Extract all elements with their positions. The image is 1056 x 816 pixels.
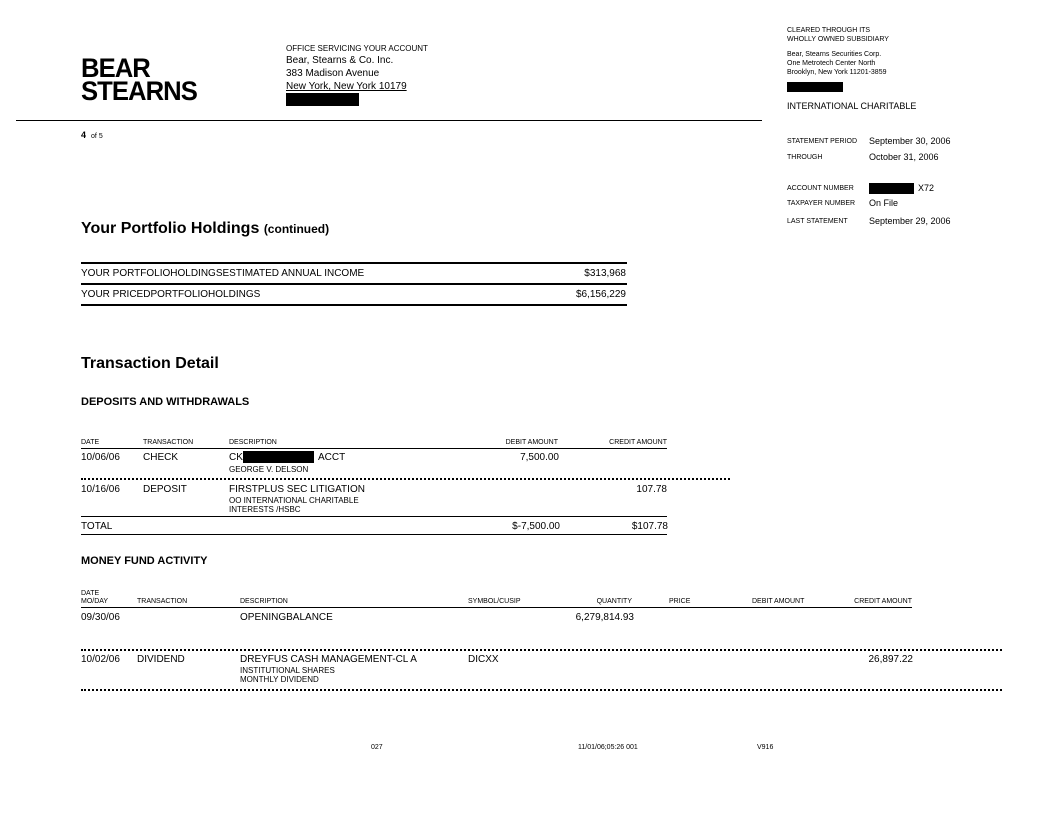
deposit-debit: 7,500.00 xyxy=(520,452,559,463)
mf-description: DREYFUS CASH MANAGEMENT-CL A xyxy=(240,654,417,665)
col-price: PRICE xyxy=(669,598,691,605)
total-rule-bottom xyxy=(81,534,667,535)
col-date: DATE xyxy=(81,439,100,446)
deposit-desc-line1: FIRSTPLUS SEC LITIGATION xyxy=(229,484,365,495)
mf-symbol: DICXX xyxy=(468,654,499,665)
bear-stearns-logo: BEAR STEARNS xyxy=(81,53,197,106)
last-statement-value: September 29, 2006 xyxy=(869,216,951,226)
footer-version: V916 xyxy=(757,744,774,751)
mf-quantity: 6,279,814.93 xyxy=(575,612,634,623)
col-credit: CREDIT AMOUNT xyxy=(854,598,912,605)
deposit-date: 10/06/06 xyxy=(81,452,120,463)
total-label: TOTAL xyxy=(81,521,113,532)
taxpayer-number-label: TAXPAYER NUMBER xyxy=(787,200,856,207)
row-divider xyxy=(81,649,1002,651)
transaction-detail-title: Transaction Detail xyxy=(81,355,219,372)
row-divider xyxy=(81,478,730,480)
col-quantity: QUANTITY xyxy=(596,598,632,605)
taxpayer-number-value: On File xyxy=(869,198,899,208)
mf-desc-line2: INSTITUTIONAL SHARES xyxy=(240,666,335,675)
total-credit: $107.78 xyxy=(631,521,668,532)
col-description: DESCRIPTION xyxy=(240,598,288,605)
col-date-top: DATE xyxy=(81,590,100,597)
mf-desc-line3: MONTHLY DIVIDEND xyxy=(240,675,319,684)
clearing-firm-info: CLEARED THROUGH ITS WHOLLY OWNED SUBSIDIARY Bear, Stearns Securities Corp. One Metrotech Center North Brooklyn, New York 11201-3859 xyxy=(787,27,889,76)
office-city: New York, New York 10179 xyxy=(286,81,407,92)
deposit-desc-prefix: CK xyxy=(229,452,243,463)
table-row: YOUR PRICEDPORTFOLIOHOLDINGS $6,156,229 xyxy=(81,285,627,306)
mf-description: OPENINGBALANCE xyxy=(240,612,333,623)
redaction-block xyxy=(243,451,314,463)
through-label: THROUGH xyxy=(787,154,823,161)
footer-code: 027 xyxy=(371,744,383,751)
deposit-desc-suffix: ACCT xyxy=(318,452,346,463)
deposit-transaction: DEPOSIT xyxy=(143,484,187,495)
col-transaction: TRANSACTION xyxy=(143,439,194,446)
office-heading: OFFICE SERVICING YOUR ACCOUNT xyxy=(286,44,428,53)
footer-timestamp: 11/01/06;05:26 001 xyxy=(578,744,638,751)
money-fund-heading: MONEY FUND ACTIVITY xyxy=(81,555,208,567)
statement-period-label: STATEMENT PERIOD xyxy=(787,138,858,145)
total-rule-top xyxy=(81,516,667,517)
row-divider xyxy=(81,689,1002,691)
col-date: MO/DAY xyxy=(81,598,109,605)
deposit-desc-line3: INTERESTS /HSBC xyxy=(229,505,301,514)
statement-period-value: September 30, 2006 xyxy=(869,136,951,146)
deposits-heading: DEPOSITS AND WITHDRAWALS xyxy=(81,396,250,408)
redaction-block xyxy=(869,183,914,194)
redaction-block xyxy=(286,93,359,106)
deposit-date: 10/16/06 xyxy=(81,484,120,495)
mf-transaction: DIVIDEND xyxy=(137,654,185,665)
col-debit: DEBIT AMOUNT xyxy=(505,439,558,446)
deposit-desc-line2: OO INTERNATIONAL CHARITABLE xyxy=(229,496,359,505)
total-debit: $-7,500.00 xyxy=(512,521,560,532)
header-divider xyxy=(16,120,762,121)
col-debit: DEBIT AMOUNT xyxy=(752,598,805,605)
page-number: 4 of 5 xyxy=(81,130,103,140)
header-rule xyxy=(81,448,667,449)
deposit-credit: 107.78 xyxy=(636,484,667,495)
mf-credit: 26,897.22 xyxy=(868,654,913,665)
deposit-desc-line2: GEORGE V. DELSON xyxy=(229,465,309,474)
col-credit: CREDIT AMOUNT xyxy=(609,439,667,446)
account-name: INTERNATIONAL CHARITABLE xyxy=(787,101,917,111)
office-name: Bear, Stearns & Co. Inc. xyxy=(286,55,394,66)
last-statement-label: LAST STATEMENT xyxy=(787,218,848,225)
office-street: 383 Madison Avenue xyxy=(286,68,380,79)
mf-date: 10/02/06 xyxy=(81,654,120,665)
holdings-summary-table xyxy=(81,262,627,306)
redaction-block xyxy=(787,82,843,92)
account-number-label: ACCOUNT NUMBER xyxy=(787,185,854,192)
holdings-title: Your Portfolio Holdings (continued) xyxy=(81,220,330,237)
col-description: DESCRIPTION xyxy=(229,439,277,446)
account-number-suffix: X72 xyxy=(918,183,935,193)
table-row: YOUR PORTFOLIOHOLDINGSESTIMATED ANNUAL INCOME $313,968 xyxy=(81,264,627,285)
deposit-transaction: CHECK xyxy=(143,452,179,463)
col-transaction: TRANSACTION xyxy=(137,598,188,605)
col-symbol: SYMBOL/CUSIP xyxy=(468,598,521,605)
header-rule xyxy=(81,607,912,608)
through-value: October 31, 2006 xyxy=(869,152,939,162)
office-address xyxy=(286,44,428,93)
mf-date: 09/30/06 xyxy=(81,612,120,623)
